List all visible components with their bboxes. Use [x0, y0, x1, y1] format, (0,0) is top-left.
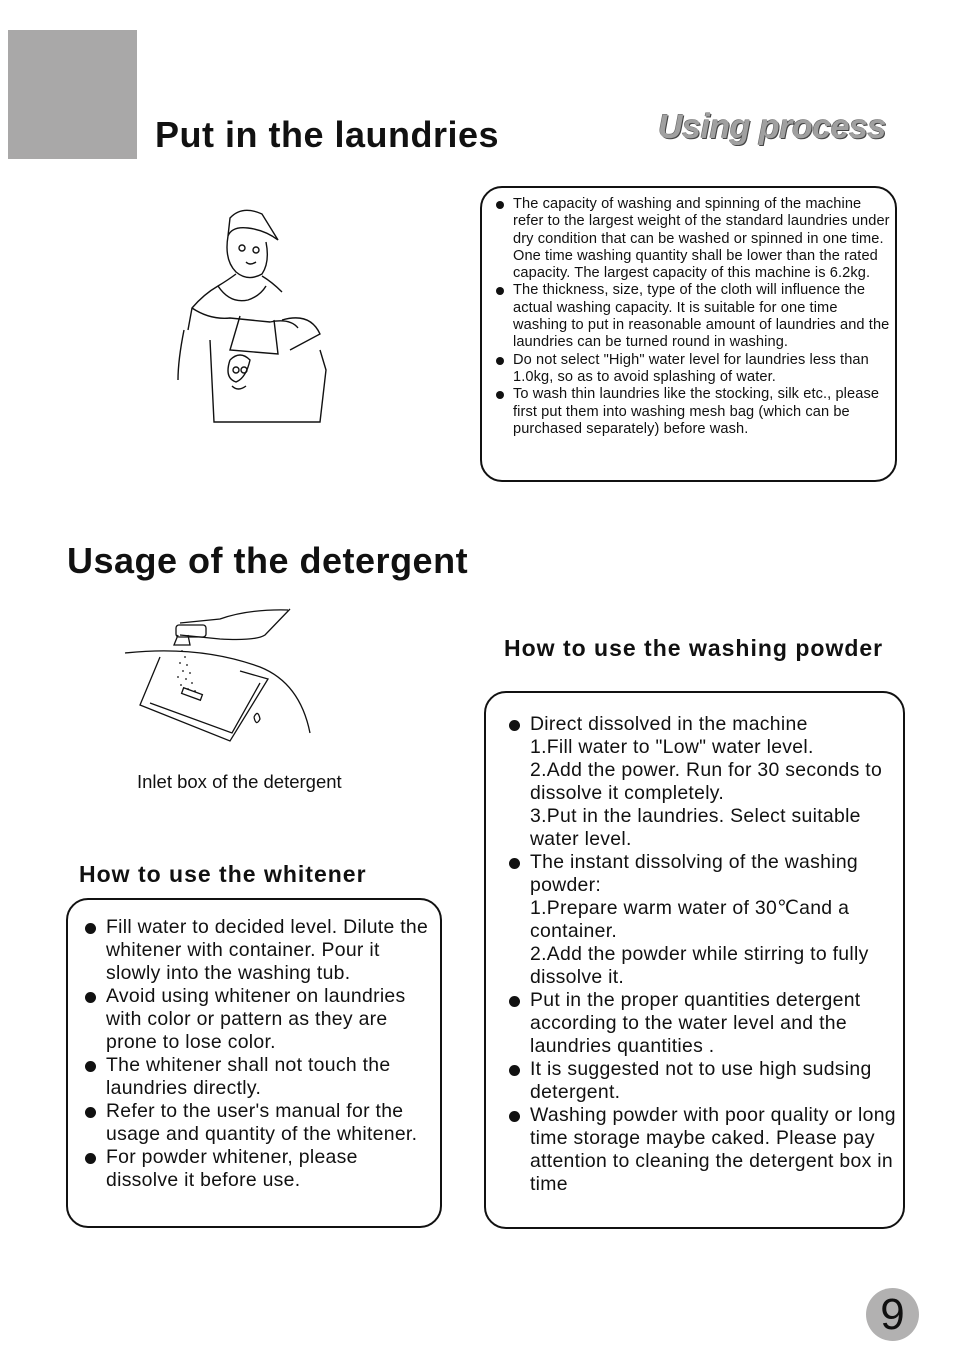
capacity-note: The capacity of washing and spinning of the machine refer to the largest weight of the standard laundries under dry condition that can be washed or spinned in one time. One time washing quantity shall be lower than the rated capacity. The largest capacity of this machine is 6.2kg.: [494, 196, 891, 282]
detergent-inlet-box-illustration: [120, 605, 320, 745]
powder-step: 3.Put in the laundries. Select suitable water level.: [530, 805, 861, 850]
powder-item-lead: It is suggested not to use high sudsing detergent.: [530, 1058, 872, 1103]
whitener-item: Avoid using whitener on laundries with color or pattern as they are prone to lose color.: [82, 985, 432, 1054]
whitener-instructions-box: [66, 898, 442, 1228]
woman-loading-laundry-illustration: [170, 200, 340, 425]
powder-item: [506, 851, 897, 989]
page-number: 9: [866, 1288, 919, 1341]
section-tab-block: [8, 30, 137, 159]
capacity-note: The thickness, size, type of the cloth will influence the actual washing capacity. It is suitable for one time washing to put in reasonable amount of laundries and the laundries can be turned round in washing.: [494, 282, 891, 351]
whitener-item: The whitener shall not touch the laundries directly.: [82, 1054, 432, 1100]
powder-step: 1.Fill water to "Low" water level.: [530, 736, 814, 758]
illustration-caption: Inlet box of the detergent: [137, 771, 342, 792]
whitener-heading: How to use the whitener: [79, 861, 367, 887]
powder-item: [506, 713, 897, 851]
capacity-note: To wash thin laundries like the stocking, silk etc., please first put them into washing mesh bag (which can be purchased separately) before wash.: [494, 386, 891, 438]
capacity-notes-box: [480, 186, 897, 482]
powder-step: 1.Prepare warm water of 30℃and a container.: [530, 897, 850, 942]
powder-step: 2.Add the power. Run for 30 seconds to dissolve it completely.: [530, 759, 883, 804]
capacity-note: Do not select "High" water level for laundries less than 1.0kg, so as to avoid splashing of water.: [494, 352, 891, 387]
washing-powder-instructions-box: [484, 691, 905, 1229]
powder-item: [506, 1104, 897, 1196]
powder-step: 2.Add the powder while stirring to fully dissolve it.: [530, 943, 869, 988]
washing-powder-heading: How to use the washing powder: [504, 635, 884, 661]
powder-item-lead: Washing powder with poor quality or long time storage maybe caked. Please pay attention to cleaning the detergent box in time: [530, 1104, 896, 1195]
powder-item-lead: Put in the proper quantities detergent according to the water level and the laundries quantities .: [530, 989, 861, 1057]
whitener-item: Fill water to decided level. Dilute the whitener with container. Pour it slowly into the washing tub.: [82, 916, 432, 985]
detergent-section-title: Usage of the detergent: [67, 540, 469, 581]
section-label: Using process: [658, 108, 886, 146]
powder-item-lead: Direct dissolved in the machine: [530, 713, 808, 735]
powder-item: [506, 1058, 897, 1104]
powder-item: [506, 989, 897, 1058]
page-title: Put in the laundries: [155, 114, 500, 155]
whitener-item: For powder whitener, please dissolve it before use.: [82, 1146, 432, 1192]
whitener-item: Refer to the user's manual for the usage and quantity of the whitener.: [82, 1100, 432, 1146]
powder-item-lead: The instant dissolving of the washing powder:: [530, 851, 858, 896]
